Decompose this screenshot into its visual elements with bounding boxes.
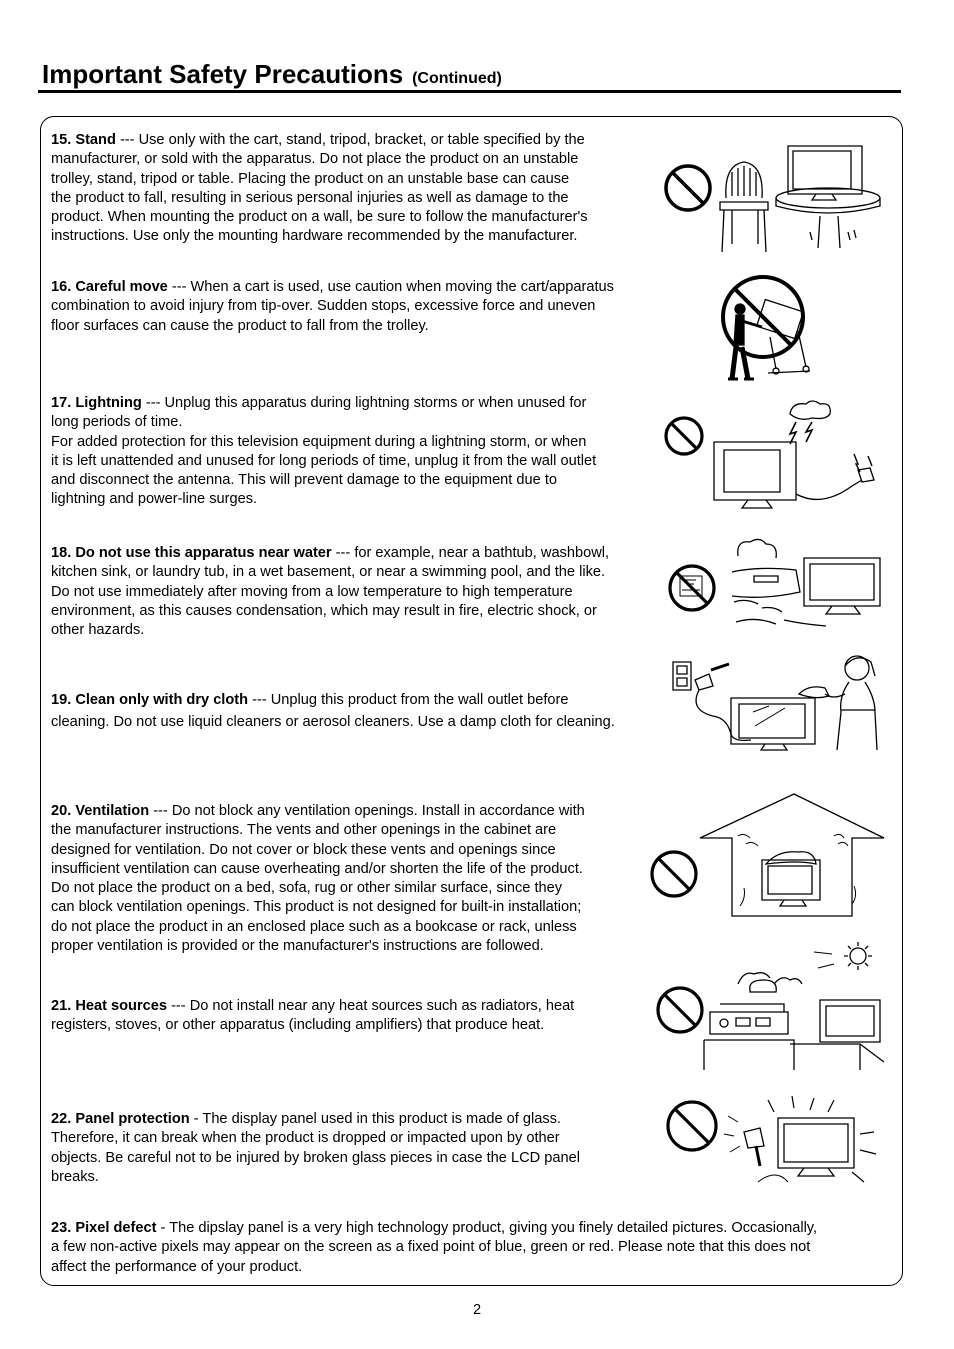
section-line: Therefore, it can break when the product is dropped or impacted upon by other: [51, 1130, 560, 1147]
section-line: The dipslay panel is a very high technology product, giving you finely detailed pictures. Occasionally,: [169, 1220, 818, 1236]
section-line: The display panel used in this product is made of glass.: [202, 1111, 561, 1127]
section-careful-move: 16. Careful move --- When a cart is used, use caution when moving the cart/apparatus combination to avoid injury from tip-over. Sudden stops, excessive force and uneven floor surfaces can cause the product to fall from the trolley.: [51, 279, 614, 334]
lightning-tv-prohibited-icon: [662, 398, 884, 513]
section-line: When a cart is used, use caution when moving the cart/apparatus: [190, 279, 614, 295]
section-title: 17. Lightning: [51, 395, 142, 411]
title-continued: (Continued): [412, 70, 502, 87]
tv-on-table-prohibited-icon: [660, 140, 885, 258]
section-line: Use only with the cart, stand, tripod, bracket, or table specified by the: [138, 132, 585, 148]
section-line: and disconnect the antenna. This will prevent damage to the equipment due to: [51, 472, 557, 489]
section-lightning: 17. Lightning --- Unplug this apparatus during lightning storms or when unused for long periods of time. For added protection for this television equipment during a lightning storm, or when it is left unattended and unused for long periods of time, unplug it from the wall outlet and disconnect the antenna. This will prevent damage to the equipment due to lightning and power-line surges.: [51, 395, 597, 508]
section-title: 18. Do not use this apparatus near water: [51, 545, 332, 561]
section-line: do not place the product in an enclosed place such as a bookcase or rack, unless: [51, 918, 577, 935]
section-line: For added protection for this television equipment during a lightning storm, or when: [51, 433, 587, 450]
section-line: breaks.: [51, 1168, 99, 1185]
section-title: 19. Clean only with dry cloth: [51, 692, 249, 708]
section-line: the manufacturer instructions. The vents and other openings in the cabinet are: [51, 822, 557, 839]
section-title: 22. Panel protection: [51, 1111, 190, 1127]
section-line: cleaning. Do not use liquid cleaners or aerosol cleaners. Use a damp cloth for cleaning.: [51, 713, 615, 730]
section-line: instructions. Use only the mounting hardware recommended by the manufacturer.: [51, 228, 578, 245]
section-title: 15. Stand: [51, 132, 116, 148]
section-heat-sources: 21. Heat sources --- Do not install near any heat sources such as radiators, heat registers, stoves, or other apparatus (including amplifiers) that produce heat.: [51, 998, 575, 1034]
page-title: [42, 54, 502, 91]
section-pixel-defect: 23. Pixel defect - The dipslay panel is a very high technology product, giving you finely detailed pictures. Occasionally, a few non-active pixels may appear on the screen as a fixed point of blue, green or red. Please note that this does not affect the performance of your product.: [51, 1220, 818, 1275]
section-line: a few non-active pixels may appear on the screen as a fixed point of blue, green or red. Please note that this does not: [51, 1239, 811, 1256]
section-line: manufacturer, or sold with the apparatus. Do not place the product on an unstable: [51, 151, 579, 168]
section-line: combination to avoid injury from tip-over. Sudden stops, excessive force and uneven: [51, 298, 596, 315]
section-line: for example, near a bathtub, washbowl,: [354, 545, 610, 561]
section-line: proper ventilation is provided or the manufacturer's instructions are followed.: [51, 938, 544, 955]
section-line: Unplug this product from the wall outlet before: [270, 692, 569, 708]
section-ventilation: 20. Ventilation --- Do not block any ventilation openings. Install in accordance with the manufacturer instructions. The vents and other openings in the cabinet are designed for ventilation. Do not cover or block these vents and openings since insufficient ventilation can cause overheating and/or shorten the life of the product. Do not place the product on a bed, sofa, rug or other similar surface, since they can block ventilation openings. This product is not designed for built-in installation; do not place the product in an enclosed place such as a bookcase or rack, unless proper ventilation is provided or the manufacturer's instructions are followed.: [51, 803, 585, 955]
section-line: designed for ventilation. Do not cover or block these vents and openings since: [51, 841, 556, 858]
section-line: Do not install near any heat sources such as radiators, heat: [189, 998, 575, 1014]
ventilation-house-prohibited-icon: [648, 792, 888, 920]
section-line: environment, as this causes condensation, which may result in fire, electric shock, or: [51, 602, 597, 619]
hammer-hitting-tv-prohibited-icon: [664, 1094, 884, 1194]
section-line: product. When mounting the product on a wall, be sure to follow the manufacturer's: [51, 209, 588, 226]
woman-cleaning-tv-icon: [669, 650, 884, 755]
section-line: it is left unattended and unused for long periods of time, unplug it from the wall outlet: [51, 452, 597, 469]
section-line: insufficient ventilation can cause overheating and/or shorten the life of the product.: [51, 860, 583, 877]
section-line: objects. Be careful not to be injured by broken glass pieces in case the LCD panel: [51, 1149, 580, 1166]
person-pushing-cart-prohibited-icon: [718, 275, 820, 387]
section-title: 21. Heat sources: [51, 998, 168, 1014]
section-line: Unplug this apparatus during lightning storms or when unused for: [164, 395, 587, 411]
section-line: floor surfaces can cause the product to fall from the trolley.: [51, 317, 429, 334]
stove-near-tv-prohibited-icon: [654, 940, 884, 1070]
section-line: Do not block any ventilation openings. Install in accordance with: [171, 803, 585, 819]
section-line: registers, stoves, or other apparatus (including amplifiers) that produce heat.: [51, 1017, 545, 1034]
section-line: lightning and power-line surges.: [51, 491, 258, 508]
page-number: 2: [472, 1302, 482, 1318]
section-line: other hazards.: [51, 622, 145, 639]
section-line: long periods of time.: [51, 414, 183, 431]
section-line: can block ventilation openings. This product is not designed for built-in installation;: [51, 899, 582, 916]
section-line: kitchen sink, or laundry tub, in a wet basement, or near a swimming pool, and the like.: [51, 564, 606, 581]
section-title: 23. Pixel defect: [51, 1220, 157, 1236]
section-clean: 19. Clean only with dry cloth --- Unplug this product from the wall outlet before cleaning. Do not use liquid cleaners or aerosol cleaners. Use a damp cloth for cleaning.: [51, 692, 615, 730]
section-title: 16. Careful move: [51, 279, 168, 295]
section-line: Do not place the product on a bed, sofa, rug or other similar surface, since they: [51, 880, 563, 897]
section-line: trolley, stand, tripod or table. Placing the product on an unstable base can cause: [51, 170, 570, 187]
water-near-tv-prohibited-icon: [666, 536, 888, 636]
section-stand: 15. Stand --- Use only with the cart, stand, tripod, bracket, or table specified by the manufacturer, or sold with the apparatus. Do not place the product on an unstable trolley, stand, tripod or table. Placing the product on an unstable base can cause the product to fall, resulting in serious personal injuries as well as damage to the product. When mounting the product on a wall, be sure to follow the manufacturer's instructions. Use only the mounting hardware recommended by the manufacturer.: [51, 132, 588, 245]
section-panel-protection: 22. Panel protection - The display panel used in this product is made of glass. Therefore, it can break when the product is dropped or impacted upon by other objects. Be careful not to be injured by broken glass pieces in case the LCD panel breaks.: [51, 1111, 580, 1185]
title-main: Important Safety Precautions: [42, 59, 404, 89]
title-divider: [38, 90, 901, 93]
section-line: the product to fall, resulting in serious personal injuries as well as damage to the: [51, 189, 569, 206]
section-line: affect the performance of your product.: [51, 1258, 303, 1275]
section-water: 18. Do not use this apparatus near water --- for example, near a bathtub, washbowl, kitchen sink, or laundry tub, in a wet basement, or near a swimming pool, and the like. Do not use immediately after moving from a low temperature to high temperature environment, as this causes condensation, which may result in fire, electric shock, or other hazards.: [51, 545, 610, 639]
section-title: 20. Ventilation: [51, 803, 150, 819]
section-line: Do not use immediately after moving from a low temperature to high temperature: [51, 583, 573, 600]
